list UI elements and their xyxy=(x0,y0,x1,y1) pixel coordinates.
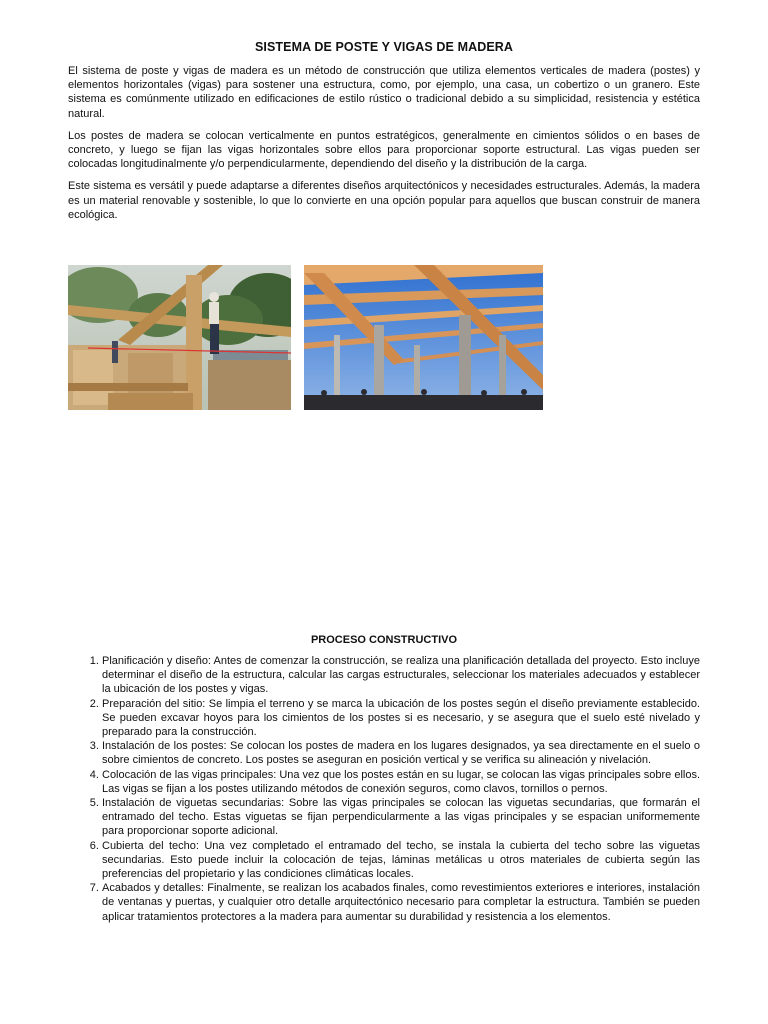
posts-paragraph: Los postes de madera se colocan verticalmente en puntos estratégicos, generalmente en cimientos sólidos o en bases de concreto, y luego se fijan las vigas horizontales sobre ellos para proporcionar soporte estructural. Las vigas pueden ser colocadas longitudinalmente y/o perpendicularmente, dependiendo del diseño y la distribución de la carga. xyxy=(68,129,700,171)
construction-photo-workers xyxy=(68,265,291,410)
list-item: 7. Acabados y detalles: Finalmente, se realizan los acabados finales, como revestimientos exteriores e interiores, instalación de ventanas y puertas, y cualquier otro detalle arquitectónico necesario para completar la estructura. También se pueden aplicar tratamientos protectores a la madera para aumentar su durabilidad y resistencia a los elementos. xyxy=(102,881,700,924)
process-section xyxy=(68,634,700,924)
construction-photo-frame xyxy=(304,265,543,410)
document-header xyxy=(68,40,700,230)
list-item: 1. Planificación y diseño: Antes de comenzar la construcción, se realiza una planificación detallada del proyecto. Esto incluye determinar el diseño de la estructura, calcular las cargas estructurales, seleccionar los materiales adecuados y establecer la ubicación de los postes y vigas. xyxy=(102,654,700,697)
photo-row xyxy=(68,265,708,411)
list-item: 6. Cubierta del techo: Una vez completado el entramado del techo, se instala la cubierta del techo sobre las viguetas secundarias. Esto puede incluir la colocación de tejas, láminas metálicas u otros materiales de cubierta según las preferencias del propietario y las condiciones climáticas locales. xyxy=(102,839,700,882)
document-title: SISTEMA DE POSTE Y VIGAS DE MADERA xyxy=(254,40,514,54)
list-item: 5. Instalación de viguetas secundarias: Sobre las vigas principales se colocan las viguetas secundarias, que formarán el entramado del techo. Estas viguetas se fijan perpendicularmente a las vigas principales y se espacian uniformemente para proporcionar soporte adicional. xyxy=(102,796,700,839)
list-item: 3. Instalación de los postes: Se colocan los postes de madera en los lugares designados, ya sea directamente en el suelo o sobre cimientos de concreto. Los postes se aseguran en posición vertical y se verifica su alineación y nivelación. xyxy=(102,739,700,767)
intro-paragraph: El sistema de poste y vigas de madera es un método de construcción que utiliza elementos verticales de madera (postes) y elementos horizontales (vigas) para sostener una estructura, como, por ejemplo, una casa, un cobertizo o un granero. Este sistema es comúnmente utilizado en edificaciones de estilo rústico o tradicional debido a su simplicidad, resistencia y estética natural. xyxy=(68,65,700,120)
process-steps-list xyxy=(68,654,700,924)
list-item: 4. Colocación de las vigas principales: Una vez que los postes están en su lugar, se colocan las vigas principales sobre ellos. Las vigas se fijan a los postes utilizando métodos de conexión seguros, como clavos, tornillos o pernos. xyxy=(102,768,700,796)
section-title: PROCESO CONSTRUCTIVO xyxy=(310,634,458,646)
list-item: 2. Preparación del sitio: Se limpia el terreno y se marca la ubicación de los postes según el diseño previamente establecido. Se pueden excavar hoyos para los cimientos de los postes si es necesario, y se asegura que el suelo esté nivelado y preparado para la construcción. xyxy=(102,697,700,740)
versatility-paragraph: Este sistema es versátil y puede adaptarse a diferentes diseños arquitectónicos y necesidades estructurales. Además, la madera es un material renovable y sostenible, lo que lo convierte en una opción popular para aquellos que buscan construir de manera ecológica. xyxy=(68,180,700,221)
